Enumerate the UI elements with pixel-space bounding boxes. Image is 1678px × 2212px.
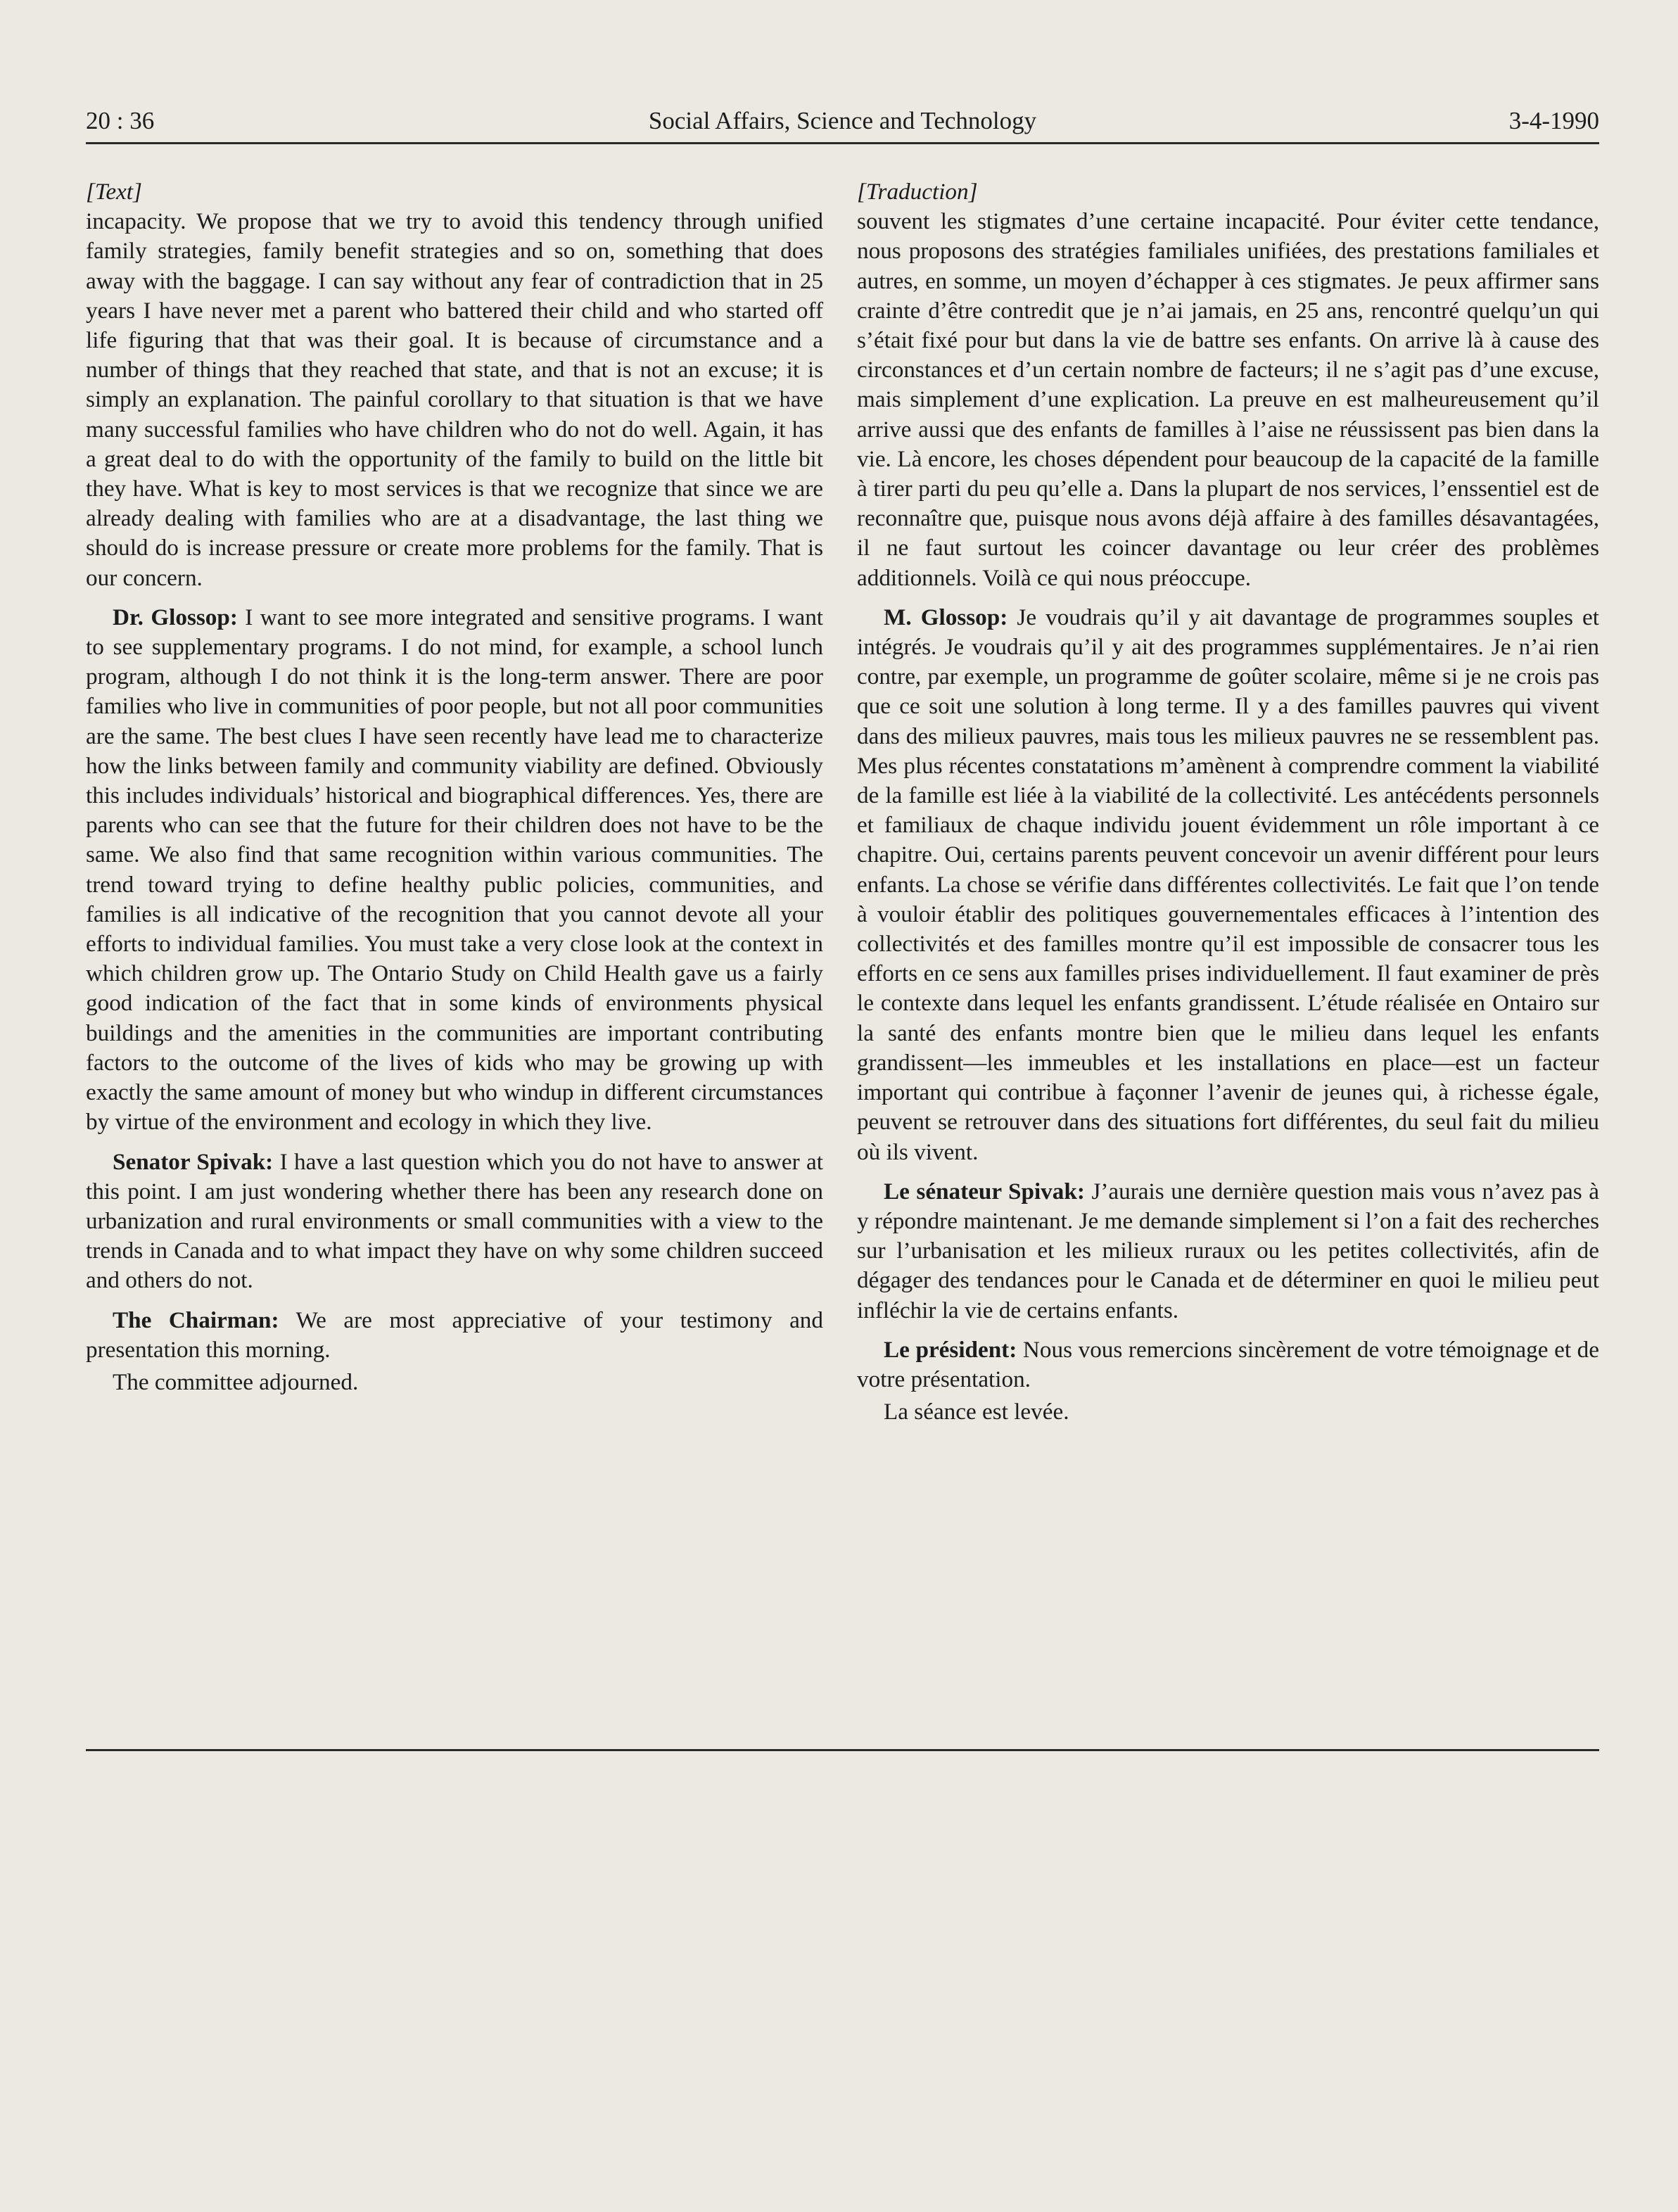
publication-title: Social Affairs, Science and Technology bbox=[648, 107, 1037, 134]
issue-date: 3-4-1990 bbox=[1508, 107, 1599, 134]
paragraph-continuation: souvent les stigmates d’une certaine incapacité. Pour éviter cette tendance, nous proposons des stratégies familiales unifiées, des prestations familiales et autres, en somme, un moyen d’échapper à ces stigmates. Je peux affirmer sans crainte d’être contredit que je n’ai jamais, en 25 ans, rencontré quelqu’un qui s’était fixé pour but dans la vie de battre ses enfants. On arrive là à cause des circonstances et d’un certain nombre de facteurs; il ne s’agit pas d’une excuse, mais simplement d’une explication. La preuve en est malheureusement qu’il arrive aussi que des enfants de familles à l’aise ne réussissent pas bien dans la vie. Là encore, les choses dépendent pour beaucoup de la capacité de la famille à tirer parti du peu qu’elle a. Dans la plupart de nos services, l’enssentiel est de reconnaître que, puisque nous avons déjà affaire à des familles désavantagées, il ne faut surtout les coincer davantage ou leur créer des problèmes additionnels. Voilà ce qui nous préoccupe. bbox=[857, 208, 1599, 591]
adjournment-note: La séance est levée. bbox=[884, 1399, 1069, 1425]
english-column bbox=[86, 177, 823, 1397]
speech-text: I have a last question which you do not have to answer at this point. I am just wondering whether there has been any research done on urbanization and rural environments or small communities with a view to the trends in Canada and to what impact they have on why some children succeed and others do not. bbox=[86, 1148, 823, 1294]
adjournment-note: The committee adjourned. bbox=[113, 1368, 359, 1395]
footer-rule bbox=[86, 1749, 1599, 1751]
speech-text: We are most appreciative of your testimony and presentation this morning. bbox=[86, 1307, 823, 1363]
speaker-name: M. Glossop: bbox=[884, 604, 1008, 630]
paragraph-chairman bbox=[857, 1335, 1599, 1394]
running-header bbox=[86, 104, 1599, 138]
speaker-name: Le président: bbox=[884, 1336, 1017, 1363]
speech-text: J’aurais une dernière question mais vous n’avez pas à y répondre maintenant. Je me demande simplement si l’on a fait des recherches sur l’urbanisation et les milieux ruraux ou les petites collectivités, afin de dégager des tendances pour le Canada et de déterminer en quoi le milieu peut infléchir la vie de certains enfants. bbox=[857, 1178, 1599, 1323]
paragraph-chairman bbox=[86, 1306, 823, 1365]
language-tag: [Text] bbox=[86, 179, 142, 205]
page-number: 20 : 36 bbox=[86, 107, 155, 134]
speaker-name: The Chairman: bbox=[113, 1307, 279, 1333]
speaker-name: Le sénateur Spivak: bbox=[884, 1178, 1085, 1204]
speaker-name: Senator Spivak: bbox=[113, 1148, 274, 1175]
paragraph-spivak bbox=[857, 1177, 1599, 1326]
paragraph-spivak bbox=[86, 1148, 823, 1296]
header-rule bbox=[86, 142, 1599, 144]
paragraph-continuation: incapacity. We propose that we try to avoid this tendency through unified family strategies, family benefit strategies and so on, something that does away with the baggage. I can say without any fear of contradiction that in 25 years I have never met a parent who battered their child and who started off life figuring that that was their goal. It is because of circumstance and a number of things that they reached that state, and that is not an excuse; it is simply an explanation. The painful corollary to that situation is that we have many successful families who have children who do not do well. Again, it has a great deal to do with the opportunity of the family to build on the little bit they have. What is key to most services is that we recognize that since we are already dealing with families who are at a disadvantage, the last thing we should do is increase pressure or create more problems for the family. That is our concern. bbox=[86, 208, 823, 591]
speech-text: Nous vous remercions sincèrement de votre témoignage et de votre présentation. bbox=[857, 1336, 1600, 1392]
speech-text: I want to see more integrated and sensitive programs. I want to see supplementary programs. I do not mind, for example, a school lunch program, although I do not think it is the long-term answer. There are poor families who live in communities of poor people, but not all poor communities are the same. The best clues I have seen recently have lead me to characterize how the links between family and community viability are defined. Obviously this includes individuals’ historical and biographical differences. Yes, there are parents who can see that the future for their children does not have to be the same. We also find that same recognition within various communities. The trend toward trying to define healthy public policies, communities, and families is all indicative of the recognition that you cannot devote all your efforts to individual families. You must take a very close look at the context in which children grow up. The Ontario Study on Child Health gave us a fairly good indication of the fact that in some kinds of environments physical buildings and the amenities in the communities are important contributing factors to the outcome of the lives of kids who may be growing up with exactly the same amount of money but who windup in different circumstances by virtue of the environment and ecology in which they live. bbox=[86, 604, 824, 1136]
speaker-name: Dr. Glossop: bbox=[113, 604, 238, 630]
language-tag: [Traduction] bbox=[857, 179, 978, 205]
paragraph-glossop bbox=[857, 603, 1599, 1167]
speech-text: Je voudrais qu’il y ait davantage de programmes souples et intégrés. Je voudrais qu’il y ait des programmes supplémentaires. Je n’ai rien contre, par exemple, un programme de goûter scolaire, même si je ne crois pas que ce soit une solution à long terme. Il y a des familles pauvres qui vivent dans des milieux pauvres, mais tous les milieux pauvres ne se ressemblent pas. Mes plus récentes constatations m’amènent à comprendre comment la viabilité de la famille est liée à la viabilité de la collectivité. Les antécédents personnels et familiaux de chaque individu jouent évidemment un rôle important à ce chapitre. Oui, certains parents peuvent concevoir un avenir différent pour leurs enfants. La chose se vérifie dans différentes collectivités. Le fait que l’on tende à vouloir établir des politiques gouvernementales efficaces à l’intention des collectivités et des familles montre qu’il est impossible de consacrer tous les efforts en ce sens aux familles prises individuellement. Il faut examiner de près le contexte dans lequel les enfants grandissent. L’étude réalisée en Ontairo sur la santé des enfants montre bien que le milieu dans lequel les enfants grandissent—les immeubles et les installations en place—est un facteur important qui contribue à façonner l’avenir de jeunes qui, à richesse égale, peuvent se retrouver dans des situations fort différentes, du seul fait du milieu où ils vivent. bbox=[857, 604, 1599, 1165]
paragraph-glossop bbox=[86, 603, 823, 1138]
french-column bbox=[857, 177, 1599, 1427]
